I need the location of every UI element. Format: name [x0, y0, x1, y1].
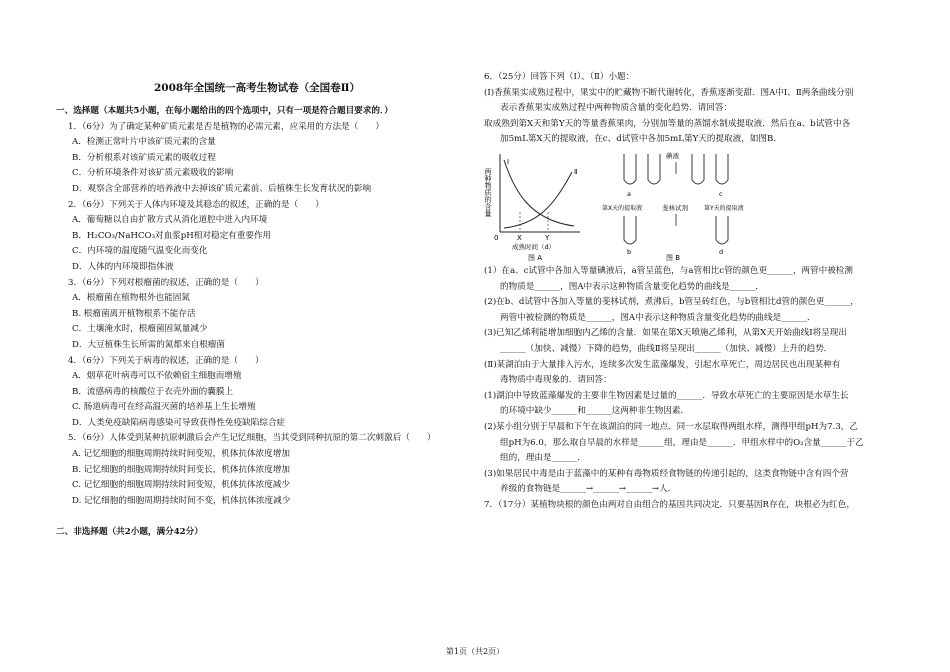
figure-b: [602, 151, 744, 262]
left-line: 2．（6分）下列关于人体内环境及其稳态的叙述，正确的是（ ）: [68, 199, 324, 210]
exam-title: 2008年全国统一高考生物试卷（全国卷Ⅱ）: [153, 82, 361, 94]
tube-top-right: [692, 154, 704, 184]
tube-top-left: [624, 154, 636, 184]
right-bottom-line: 的物质是______，图A中表示这种物质含量变化趋势的曲线是______．: [500, 281, 765, 292]
left-line: B．流感病毒的核酸位于衣壳外面的囊膜上: [72, 386, 234, 397]
figure-a-x1: X: [517, 233, 522, 242]
left-line: A．葡萄糖以自由扩散方式从消化道腔中进入内环境: [72, 215, 268, 226]
left-line: 二、非选择题（共2小题，满分42分）: [56, 527, 203, 538]
left-line: A．根瘤菌在植物根外也能固氮: [72, 293, 190, 304]
figure-a: [484, 154, 580, 262]
label-b: b: [627, 247, 632, 256]
figure-b-caption: 图 B: [666, 253, 681, 262]
question-6-subquestions: [484, 264, 896, 514]
right-top-line: 表示香蕉果实成熟过程中两种物质含量的变化趋势．请回答：: [500, 103, 733, 114]
left-line: 5．（6分）人体受到某种抗原刺激后会产生记忆细胞，当其受到同种抗原的第二次刺激后（ ）: [68, 433, 436, 444]
figure-a-curve-1-label: Ⅰ: [507, 157, 510, 166]
right-bottom-line: 7．（17分）某植物块根的颜色由两对自由组合的基因共同决定．只要基因R存在，块根必为红色，: [484, 499, 855, 510]
left-line: [56, 509, 458, 525]
left-column: [56, 104, 458, 541]
figure-a-x2: Y: [545, 233, 550, 242]
figure-a-xlabel: 成熟时间（d）: [512, 242, 556, 251]
right-bottom-line: 两管中被检测的物质是______，图A中表示这种物质含量变化趋势的曲线是______．: [500, 312, 816, 323]
right-bottom-line: 毒物质中毒现象的．请回答：: [500, 375, 612, 386]
left-line: C. 肠道病毒可在经高温灭菌的培养基上生长增殖: [72, 402, 256, 413]
left-line: C．内环境的温度随气温变化而变化: [72, 246, 208, 257]
figure-a-ylabel: 两种物质的含量: [484, 167, 492, 217]
left-line: B．分析根系对该矿质元素的吸收过程: [72, 152, 216, 163]
page-footer: 第1页（共2页）: [445, 647, 505, 656]
right-bottom-line: 养级的食物链是______→______→______→人．: [500, 484, 677, 495]
tube-top-left-2: [648, 154, 660, 184]
right-bottom-line: (2)在b、d试管中各加入等量的斐林试剂，煮沸后，b管呈砖红色，与b管相比d管的颜色更______，: [484, 297, 859, 308]
label-c: c: [719, 189, 723, 198]
left-line: D．人类免疫缺陷病毒感染可导致获得性免疫缺陷综合症: [72, 417, 286, 428]
tube-bottom-right: [716, 216, 728, 244]
right-bottom-line: (3)已知乙烯利能增加细胞内乙烯的含量．如果在第X天喷施乙烯利，从第X天开始曲线Ⅰ将呈现出: [484, 328, 847, 339]
left-line: A．烟草花叶病毒可以不依赖宿主细胞而增殖: [72, 371, 242, 382]
left-line: B. 根瘤菌离开植物根系不能存活: [72, 308, 196, 319]
right-top-line: (Ⅰ)香蕉果实成熟过程中，果实中的贮藏物不断代谢转化，香蕉逐渐变甜．图A中Ⅰ、Ⅱ两条曲线分别: [484, 87, 854, 98]
right-bottom-line: (Ⅱ)某湖泊由于大量排入污水，连续多次发生蓝藻爆发，引起水草死亡，周边居民也出现某种有: [484, 359, 841, 370]
left-line: 4．（6分）下列关于病毒的叙述，正确的是（ ）: [68, 355, 264, 366]
tube-bottom-left: [624, 216, 636, 244]
tube-top-right-2: [716, 154, 728, 184]
left-line: A．检测正常叶片中该矿质元素的含量: [72, 137, 216, 148]
right-bottom-line: ______（加快、减慢）下降的趋势，曲线Ⅱ将呈现出______（加快、减慢）上升的趋势．: [500, 343, 833, 354]
left-line: B．H₂CO₃/NaHCO₃对血浆pH相对稳定有重要作用: [72, 230, 272, 241]
figure-group: [484, 150, 896, 262]
figure-a-curve-1: [504, 157, 574, 226]
question-6-intro: [484, 70, 896, 148]
left-line: 3．（6分）下列对根瘤菌的叙述，正确的是（ ）: [68, 277, 264, 288]
right-column: [484, 70, 896, 513]
left-line: 一、选择题（本题共5小题，在每小题给出的四个选项中，只有一项是符合题目要求的．）: [56, 106, 393, 116]
left-line: D．大豆植株生长所需的氮都来自根瘤菌: [72, 339, 225, 350]
figure-b-top-label: 碘液: [666, 151, 679, 160]
left-line: C. 记忆细胞的细胞周期持续时间变短，机体抗体浓度减少: [72, 480, 290, 491]
figure-b-mid-label: 斐林试剂: [662, 203, 688, 212]
label-d: d: [719, 247, 724, 256]
right-bottom-line: (3)如果居民中毒是由于蓝藻中的某种有毒物质经食物链的传递引起的，这类食物链中含有四个营: [484, 468, 849, 479]
right-top-line: 加5mL第X天的提取液，在c、d试管中各加5mL第Y天的提取液，如图B．: [500, 134, 782, 145]
right-top-line: 6．（25分）回答下列（Ⅰ）、（Ⅱ）小题：: [484, 72, 635, 82]
right-top-line: 取成熟到第X天和第Y天的等量香蕉果肉，分别加等量的蒸馏水制成提取液．然后在a、b试管中各: [484, 118, 851, 129]
figure-a-origin: 0: [494, 233, 499, 242]
label-a: a: [627, 189, 631, 198]
figure-b-right-label: 第Y天的提取液: [704, 204, 744, 212]
left-line: A. 记忆细胞的细胞周期持续时间变短，机体抗体浓度增加: [72, 449, 290, 460]
left-line: 1．（6分）为了确定某种矿质元素是否是植物的必需元素，应采用的方法是（ ）: [68, 121, 385, 132]
right-bottom-line: 组的，理由是______．: [500, 453, 586, 464]
left-line: D. 记忆细胞的细胞周期持续时间不变，机体抗体浓度减少: [72, 495, 291, 506]
right-bottom-line: 的环境中缺少______和______这两种非生物因素．: [500, 406, 690, 417]
figure-a-curve-2-label: Ⅱ: [574, 167, 578, 176]
left-line: D．观察含全部营养的培养液中去掉该矿质元素前、后植株生长发育状况的影响: [72, 183, 372, 194]
right-bottom-line: (2)某小组分别于早晨和下午在该湖泊的同一地点、同一水层取得两组水样，测得甲组pH为7.3，乙: [484, 421, 858, 432]
right-bottom-line: (1)湖泊中导致蓝藻爆发的主要非生物因素是过量的______．导致水草死亡的主要原因是水草生长: [484, 390, 849, 401]
left-line: D．人体的内环境即指体液: [72, 261, 174, 272]
right-bottom-line: (1）在a、c试管中各加入等量碘液后，a管呈蓝色，与a管相比c管的颜色更______，两管中被检测: [484, 265, 853, 276]
left-line: C．分析环境条件对该矿质元素吸收的影响: [72, 168, 234, 179]
figure-a-curve-2: [504, 172, 572, 228]
figure-a-caption: 图 A: [528, 253, 543, 262]
figures-svg: [484, 150, 896, 262]
right-bottom-line: 组pH为6.0，那么取自早晨的水样是______组，理由是______．甲组水样中的O₂含量______于乙: [500, 437, 864, 448]
left-line: C．土壤淹水时，根瘤菌固氮量减少: [72, 324, 208, 335]
left-line: B. 记忆细胞的细胞周期持续时间变长，机体抗体浓度增加: [72, 464, 291, 475]
figure-b-left-label: 第X天的提取液: [602, 204, 643, 212]
